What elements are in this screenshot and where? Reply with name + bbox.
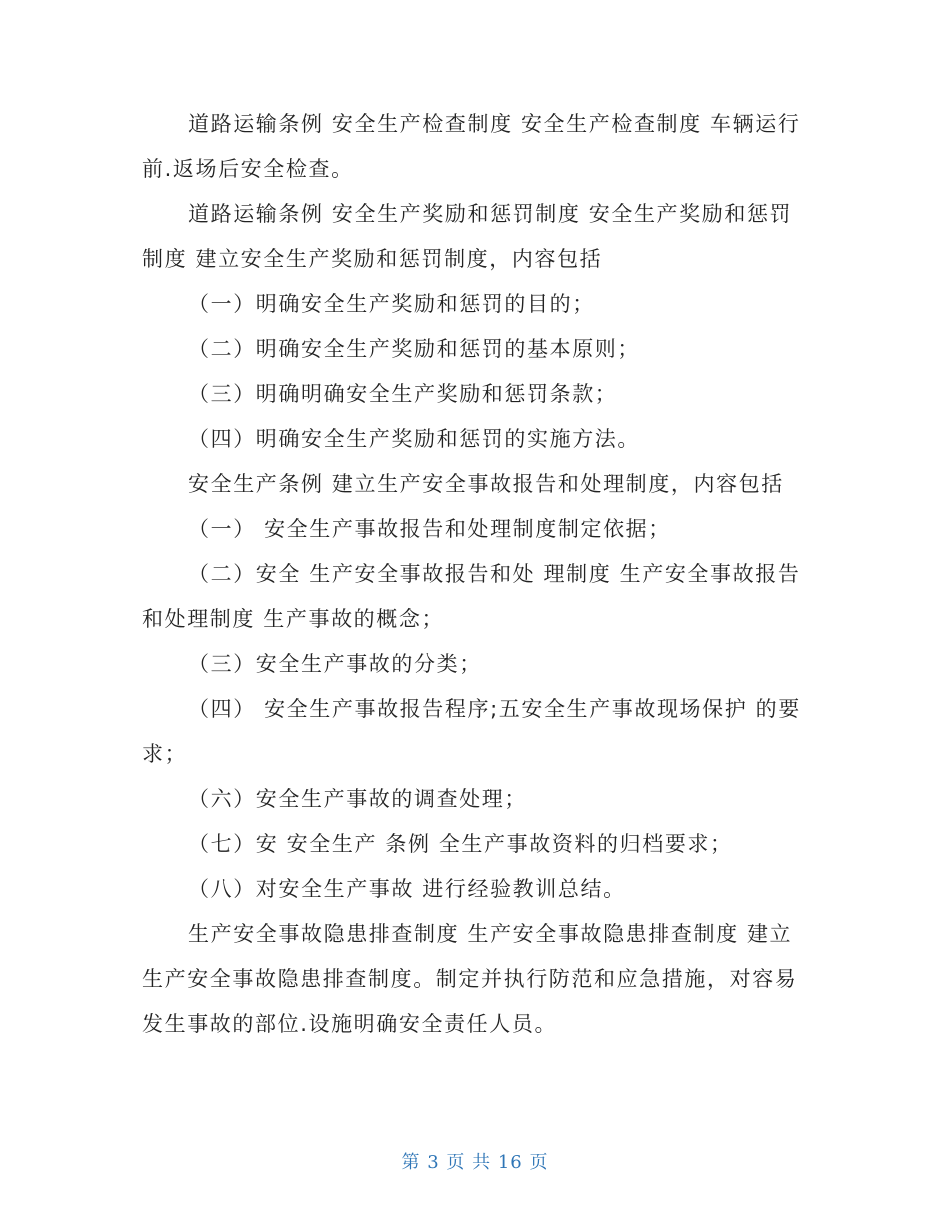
list-item: （二）安全 生产安全事故报告和处 理制度 生产安全事故报告和处理制度 生产事故的概念；	[142, 562, 801, 631]
paragraph: 道路运输条例 安全生产奖励和惩罚制度 安全生产奖励和惩罚制度 建立安全生产奖励和惩罚制度，内容包括	[142, 202, 793, 271]
list-item: （二）明确安全生产奖励和惩罚的基本原则；	[188, 337, 640, 361]
list-item: （四） 安全生产事故报告程序;五安全生产事故现场保护 的要求；	[142, 697, 801, 766]
page-number: 第 3 页 共 16 页	[401, 1152, 549, 1173]
list-item: （六）安全生产事故的调查处理；	[188, 787, 527, 811]
document-body	[142, 102, 808, 1047]
paragraph: 生产安全事故隐患排查制度 生产安全事故隐患排查制度 建立生产安全事故隐患排查制度。制定并执行防范和应急措施，对容易发生事故的部位.设施明确安全责任人员。	[142, 922, 798, 1036]
list-item: （四）明确安全生产奖励和惩罚的实施方法。	[188, 427, 640, 451]
paragraph: 道路运输条例 安全生产检查制度 安全生产检查制度 车辆运行前.返场后安全检查。	[142, 112, 801, 181]
list-item: （三）安全生产事故的分类；	[188, 652, 482, 676]
list-item: （一）明确安全生产奖励和惩罚的目的；	[188, 292, 595, 316]
paragraph: 安全生产条例 建立生产安全事故报告和处理制度，内容包括	[188, 472, 784, 496]
list-item: （八）对安全生产事故 进行经验教训总结。	[188, 877, 626, 901]
list-item: （七）安 安全生产 条例 全生产事故资料的归档要求；	[188, 832, 733, 856]
list-item: （一） 安全生产事故报告和处理制度制定依据；	[188, 517, 671, 541]
list-item: （三）明确明确安全生产奖励和惩罚条款；	[188, 382, 618, 406]
